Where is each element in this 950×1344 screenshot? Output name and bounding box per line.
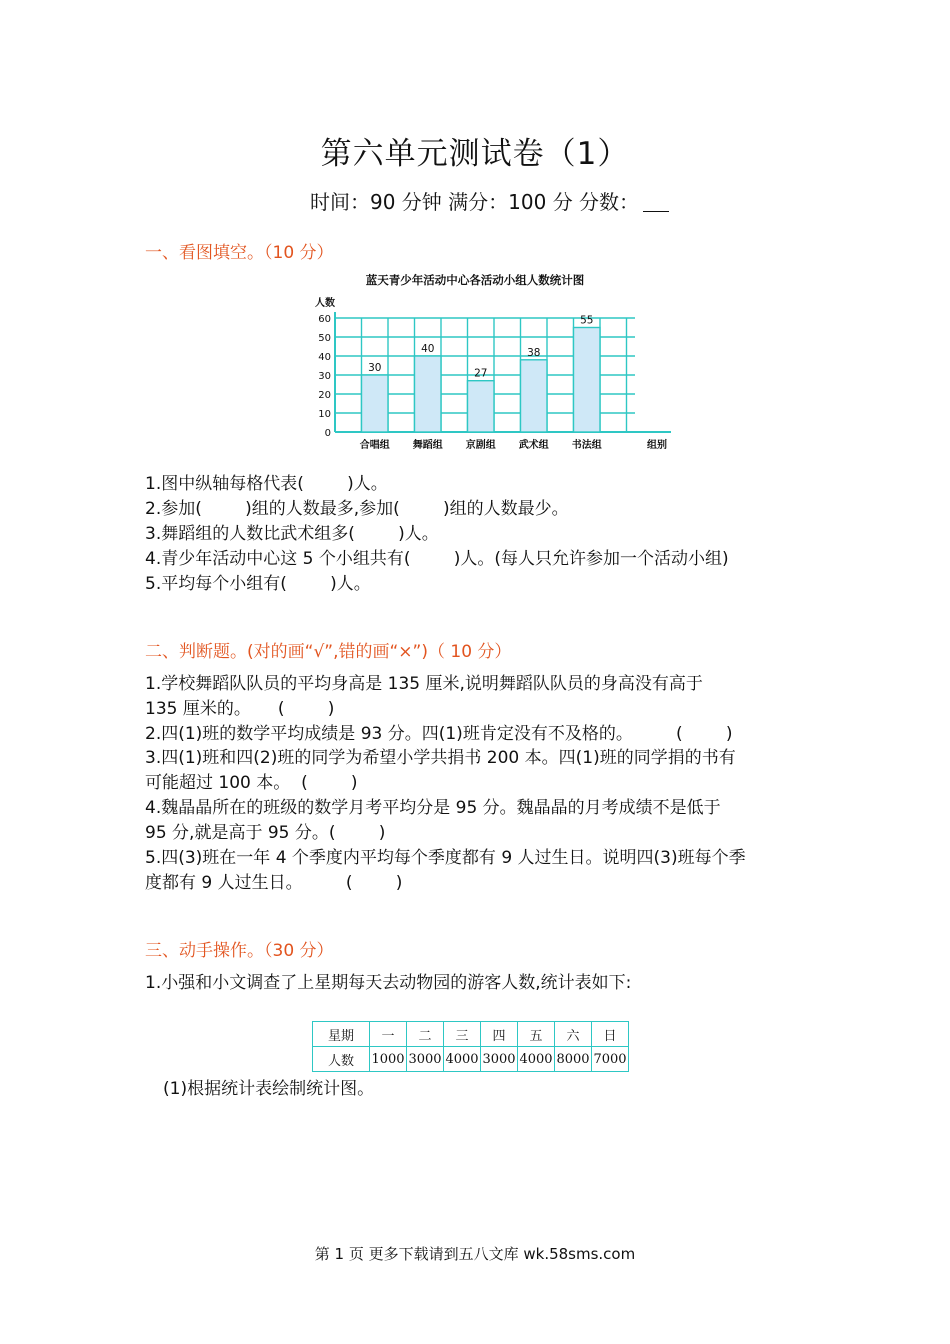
y-axis-label: 人数 — [315, 298, 335, 309]
exam-info — [310, 186, 669, 215]
table-cell: 星期 — [313, 1022, 370, 1047]
bar-chart — [300, 268, 667, 458]
chart-title: 蓝天青少年活动中心各活动小组人数统计图 — [365, 273, 585, 287]
p1-q4: 4.青少年活动中心这 5 个小组共有( )人。(每人只允许参加一个活动小组) — [145, 549, 729, 569]
exam-info-text: 时间：90 分钟 满分：100 分 分数： — [310, 190, 640, 214]
x-tick-label: 武术组 — [518, 440, 549, 451]
p2-line-6: 4.魏晶晶所在的班级的数学月考平均分是 95 分。魏晶晶的月考成绩不是低于 — [145, 798, 721, 818]
bar — [415, 356, 442, 432]
y-tick-label: 20 — [318, 390, 331, 401]
bar — [362, 375, 389, 432]
section-1-heading: 一、看图填空。（10 分） — [145, 243, 334, 263]
p2-line-2: 135 厘米的。 ( ) — [145, 699, 335, 719]
bar — [468, 381, 495, 432]
p2-line-9: 度都有 9 人过生日。 ( ) — [145, 873, 403, 893]
table-header-row — [313, 1022, 629, 1047]
p2-line-1: 1.学校舞蹈队队员的平均身高是 135 厘米,说明舞蹈队队员的身高没有高于 — [145, 674, 703, 694]
section-3-heading: 三、动手操作。（30 分） — [145, 941, 334, 961]
bar — [521, 360, 548, 432]
bar-value-label: 40 — [421, 343, 435, 355]
table-cell: 4000 — [444, 1047, 481, 1072]
x-tick-label: 舞蹈组 — [412, 440, 443, 451]
table-cell: 二 — [407, 1022, 444, 1047]
visitor-table — [312, 1021, 629, 1072]
p3-q1: 1.小强和小文调查了上星期每天去动物园的游客人数,统计表如下: — [145, 973, 632, 993]
p2-line-7: 95 分,就是高于 95 分。( ) — [145, 823, 386, 843]
table-cell: 8000 — [555, 1047, 592, 1072]
table-cell: 1000 — [370, 1047, 407, 1072]
p1-q3: 3.舞蹈组的人数比武术组多( )人。 — [145, 524, 439, 544]
p2-line-4: 3.四(1)班和四(2)班的同学为希望小学共捐书 200 本。四(1)班的同学捐的书有 — [145, 748, 736, 768]
table-cell: 3000 — [481, 1047, 518, 1072]
y-tick-label: 60 — [318, 314, 331, 325]
p1-q1: 1.图中纵轴每格代表( )人。 — [145, 474, 388, 494]
p3-sub1: (1)根据统计表绘制统计图。 — [163, 1079, 375, 1099]
page-title: 第六单元测试卷（1） — [320, 136, 630, 172]
p2-line-5: 可能超过 100 本。 ( ) — [145, 773, 358, 793]
x-tick-label: 合唱组 — [359, 440, 390, 451]
x-tick-label: 京剧组 — [465, 440, 496, 451]
y-tick-label: 10 — [318, 409, 331, 420]
p1-q5: 5.平均每个小组有( )人。 — [145, 574, 371, 594]
x-axis-label: 组别 — [647, 440, 667, 451]
table-cell: 4000 — [518, 1047, 555, 1072]
table-cell: 三 — [444, 1022, 481, 1047]
table-cell: 日 — [592, 1022, 629, 1047]
y-tick-label: 30 — [318, 371, 331, 382]
y-tick-label: 0 — [324, 428, 331, 439]
y-tick-label: 40 — [318, 352, 331, 363]
table-cell: 3000 — [407, 1047, 444, 1072]
page-footer: 第 1 页 更多下载请到五八文库 wk.58sms.com — [314, 1245, 636, 1263]
table-row — [313, 1047, 629, 1072]
p2-line-8: 5.四(3)班在一年 4 个季度内平均每个季度都有 9 人过生日。说明四(3)班每个季 — [145, 848, 746, 868]
bar-value-label: 55 — [580, 314, 594, 327]
bar-value-label: 27 — [474, 367, 488, 380]
p1-q2: 2.参加( )组的人数最多,参加( )组的人数最少。 — [145, 499, 569, 519]
x-tick-label: 书法组 — [571, 440, 602, 451]
y-tick-label: 50 — [318, 333, 331, 344]
table-cell: 7000 — [592, 1047, 629, 1072]
table-cell: 五 — [518, 1022, 555, 1047]
bar — [574, 328, 601, 433]
bar-value-label: 30 — [368, 362, 382, 374]
section-2-heading: 二、判断题。(对的画“√”,错的画“×”)（ 10 分） — [145, 642, 512, 662]
table-cell: 四 — [481, 1022, 518, 1047]
bar-value-label: 38 — [527, 346, 541, 359]
table-cell: 一 — [370, 1022, 407, 1047]
p2-line-3: 2.四(1)班的数学平均成绩是 93 分。四(1)班肯定没有不及格的。 ( ) — [145, 724, 733, 744]
table-cell: 人数 — [313, 1047, 370, 1072]
table-cell: 六 — [555, 1022, 592, 1047]
score-blank — [643, 193, 669, 212]
